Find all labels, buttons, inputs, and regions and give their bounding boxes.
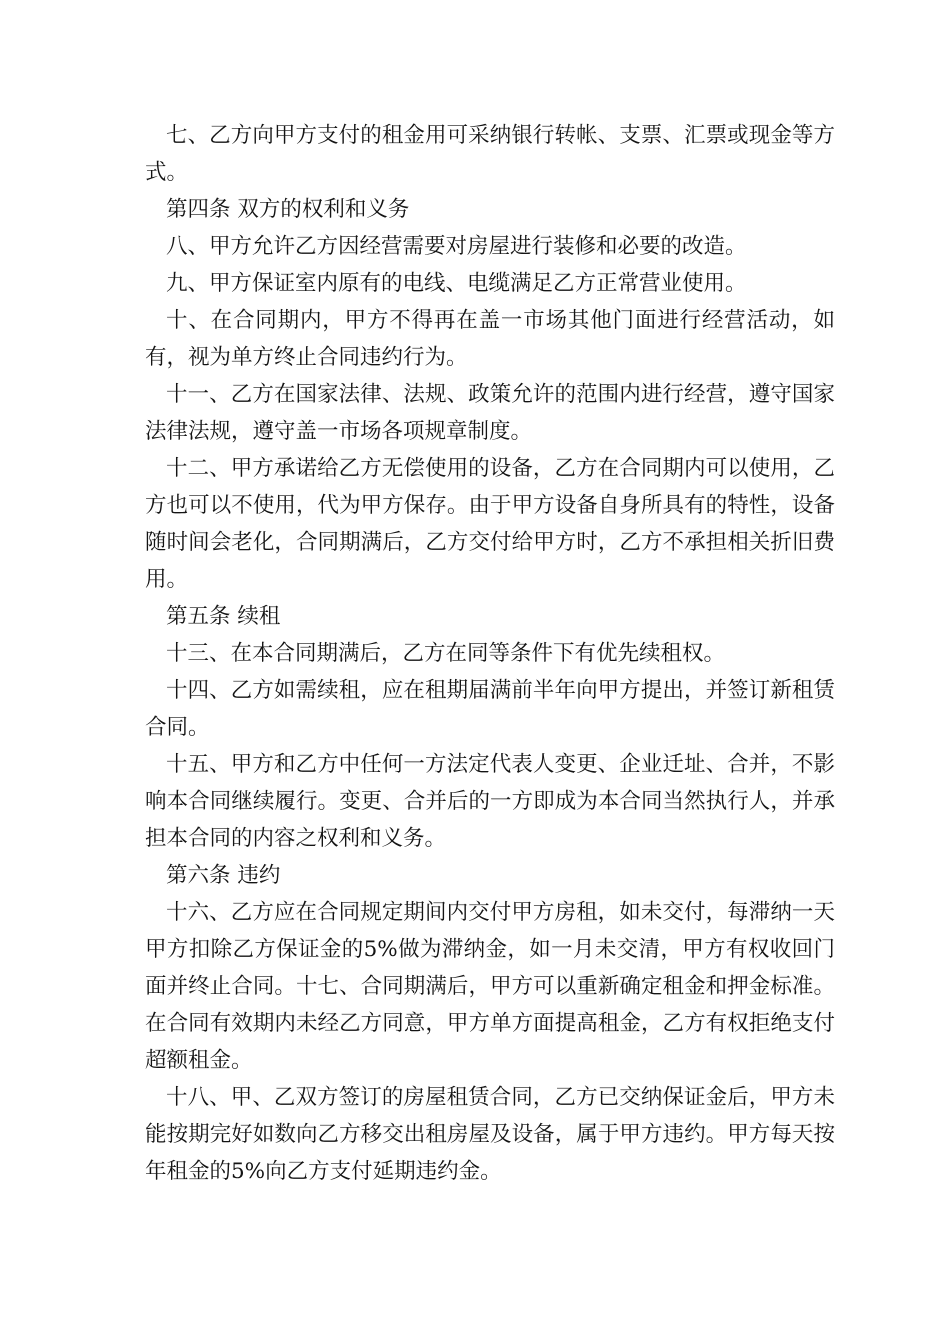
clause-10: 十、在合同期内，甲方不得再在盖一市场其他门面进行经营活动，如有，视为单方终止合同违约行为。 [145,308,835,370]
clause-18: 十八、甲、乙双方签订的房屋租赁合同，乙方已交纳保证金后，甲方未能按期完好如数向乙方移交出租房屋及设备，属于甲方违约。甲方每天按年租金的5%向乙方支付延期违约金。 [145,1085,835,1184]
clause-14: 十四、乙方如需续租，应在租期届满前半年向甲方提出，并签订新租赁合同。 [145,678,835,740]
clause-15: 十五、甲方和乙方中任何一方法定代表人变更、企业迁址、合并，不影响本合同继续履行。变更、合并后的一方即成为本合同当然执行人，并承担本合同的内容之权利和义务。 [145,752,835,851]
article-6-heading: 第六条 违约 [166,863,281,888]
clause-12: 十二、甲方承诺给乙方无偿使用的设备，乙方在合同期内可以使用，乙方也可以不使用，代为甲方保存。由于甲方设备自身所具有的特性，设备随时间会老化，合同期满后，乙方交付给甲方时，乙方不承担相关折旧费用。 [145,456,835,592]
clause-16-17: 十六、乙方应在合同规定期间内交付甲方房租，如未交付，每滞纳一天甲方扣除乙方保证金的5%做为滞纳金，如一月未交清，甲方有权收回门面并终止合同。十七、合同期满后，甲方可以重新确定租金和押金标准。在合同有效期内未经乙方同意，甲方单方面提高租金，乙方有权拒绝支付超额租金。 [145,900,835,1073]
article-5-heading: 第五条 续租 [166,604,281,629]
clause-8: 八、甲方允许乙方因经营需要对房屋进行装修和必要的改造。 [166,234,747,259]
clause-9: 九、甲方保证室内原有的电线、电缆满足乙方正常营业使用。 [166,271,747,296]
article-4-heading: 第四条 双方的权利和义务 [166,197,410,222]
clause-11: 十一、乙方在国家法律、法规、政策允许的范围内进行经营，遵守国家法律法规，遵守盖一市场各项规章制度。 [145,382,835,444]
document-body [145,117,835,1190]
clause-13: 十三、在本合同期满后，乙方在同等条件下有优先续租权。 [166,641,726,666]
clause-7: 七、乙方向甲方支付的租金用可采纳银行转帐、支票、汇票或现金等方式。 [145,123,835,185]
